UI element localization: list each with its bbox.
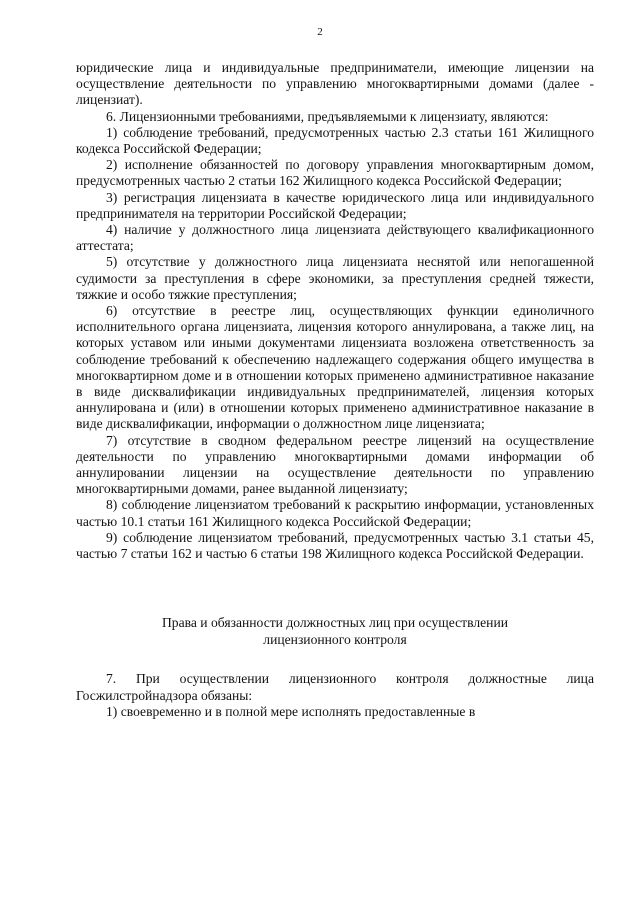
paragraph-6-intro: 6. Лицензионными требованиями, предъявляемыми к лицензиату, являются: <box>106 108 549 124</box>
list-item-2: 2) исполнение обязанностей по договору управления многоквартирным домом, предусмотренных частью 2 статьи 162 Жилищного кодекса Российской Федерации; <box>76 157 594 189</box>
paragraph-licensee-definition: юридические лица и индивидуальные предприниматели, имеющие лицензии на осуществление деятельности по управлению многоквартирными домами (далее - лицензиат). <box>76 60 594 108</box>
paragraph-7-intro: 7. При осуществлении лицензионного контроля должностные лица Госжилстройнадзора обязаны: <box>76 671 594 703</box>
list-item-9: 9) соблюдение лицензиатом требований, предусмотренных частью 3.1 статьи 45, частью 7 статьи 162 и частью 6 статьи 198 Жилищного кодекса Российской Федерации. <box>76 529 594 562</box>
duty-item-1: 1) своевременно и в полной мере исполнять предоставленные в <box>106 703 476 719</box>
section-heading <box>76 615 594 648</box>
list-item-8: 8) соблюдение лицензиатом требований к раскрытию информации, установленных частью 10.1 статьи 161 Жилищного кодекса Российской Федерации; <box>76 497 594 529</box>
list-item-7: 7) отсутствие в сводном федеральном реестре лицензий на осуществление деятельности по управлению многоквартирными домами информации об аннулировании лицензии на осуществление деятельности по управлению многоквартирными домами, ранее выданной лицензиату; <box>76 432 594 497</box>
list-item-6: 6) отсутствие в реестре лиц, осуществляющих функции единоличного исполнительного органа лицензиата, лицензия которого аннулирована, а также лиц, на которых уставом или иными документами лицензиата возложена ответственность за соблюдение требований к обеспечению надлежащего содержания общего имущества в многоквартирном доме и в отношении которых применено административное наказание в виде дисквалификации индивидуальных предпринимателей, лицензия которых аннулирована и (или) в отношении которых применено административное наказание в виде дисквалификации, информации о должностном лице лицензиата; <box>76 303 594 432</box>
page-number: 2 <box>317 26 323 38</box>
list-item-5: 5) отсутствие у должностного лица лицензиата неснятой или непогашенной судимости за преступления в сфере экономики, за преступления средней тяжести, тяжкие и особо тяжкие преступления; <box>76 254 594 302</box>
document-body <box>76 60 594 720</box>
list-item-1: 1) соблюдение требований, предусмотренных частью 2.3 статьи 161 Жилищного кодекса Российской Федерации; <box>76 124 594 157</box>
section-heading-line-1: Права и обязанности должностных лиц при осуществлении <box>161 615 508 631</box>
section-heading-line-2: лицензионного контроля <box>263 631 407 647</box>
list-item-3: 3) регистрация лицензиата в качестве юридического лица или индивидуального предпринимателя на территории Российской Федерации; <box>76 189 594 221</box>
list-item-4: 4) наличие у должностного лица лицензиата действующего квалификационного аттестата; <box>76 222 594 254</box>
